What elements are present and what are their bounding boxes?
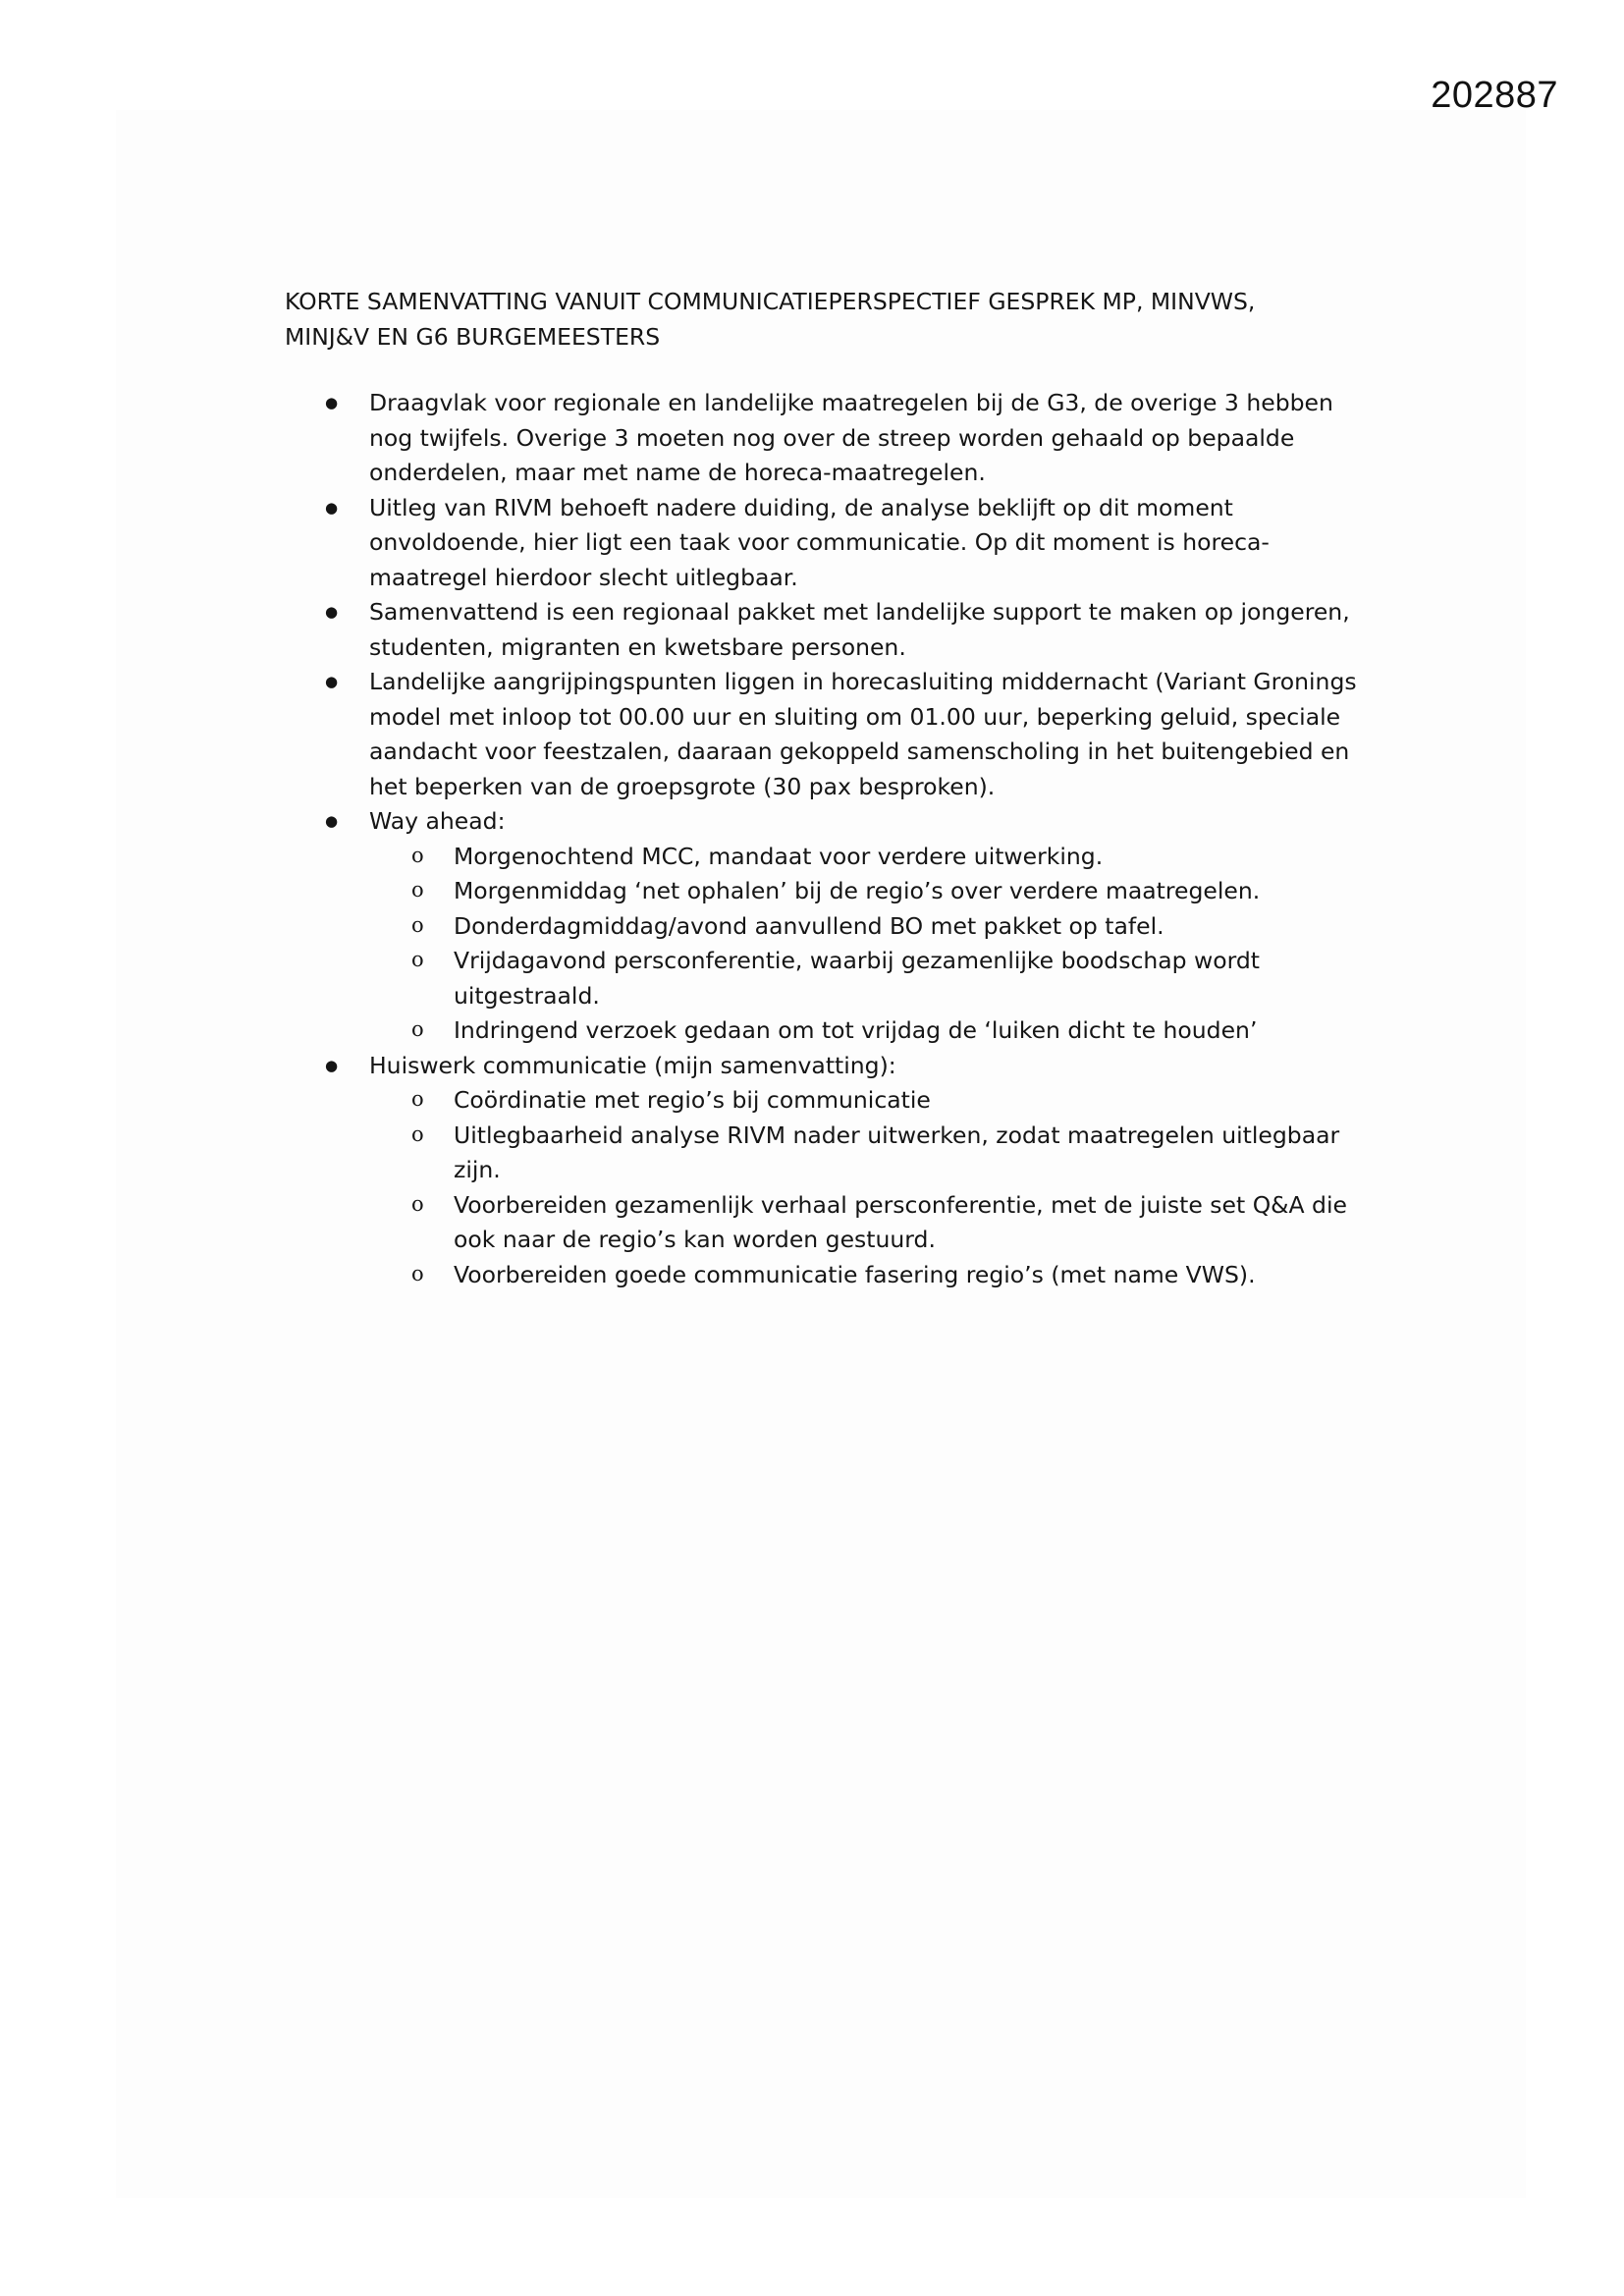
sub-list [369,1083,1375,1292]
bullet-item [285,491,1375,596]
bullet-text-line: Huiswerk communicatie (mijn samenvatting): [369,1051,896,1079]
bullet-item [285,386,1375,491]
sub-text-line: Coördinatie met regio’s bij communicatie [454,1086,931,1114]
sub-text-line: uitgestraald. [454,981,600,1010]
title-line: KORTE SAMENVATTING VANUIT COMMUNICATIEPERSPECTIEF GESPREK MP, MINVWS, [285,288,1256,315]
sub-item [369,1188,1375,1258]
sub-list [369,840,1375,1049]
sub-item [369,1013,1375,1049]
document-body [285,285,1375,1292]
bullet-item [285,595,1375,665]
bullet-text-line: model met inloop tot 00.00 uur en sluiting om 01.00 uur, beperking geluid, speciale [369,702,1341,731]
sub-text-line: Voorbereiden goede communicatie fasering regio’s (met name VWS). [454,1260,1256,1288]
bullet-text-line: studenten, migranten en kwetsbare personen. [369,632,906,661]
bullet-item [285,804,1375,1049]
sub-text-line: Donderdagmiddag/avond aanvullend BO met pakket op tafel. [454,911,1164,940]
document-title [285,285,1375,355]
bullet-text-line: aandacht voor feestzalen, daaraan gekoppeld samenscholing in het buitengebied en [369,738,1350,765]
bullet-text-line: maatregel hierdoor slecht uitlegbaar. [369,563,798,591]
sub-text-line: Morgenochtend MCC, mandaat voor verdere uitwerking. [454,842,1104,870]
title-line: MINJ&V EN G6 BURGEMEESTERS [285,322,661,351]
sub-item [369,1258,1375,1293]
bullet-text-line: het beperken van de groepsgrote (30 pax besproken). [369,772,996,800]
bullet-text-line: onderdelen, maar met name de horeca-maatregelen. [369,459,986,486]
sub-item [369,1083,1375,1119]
sub-text-line: ook naar de regio’s kan worden gestuurd. [454,1226,936,1253]
bullet-item [285,1049,1375,1293]
sub-text-line: Uitlegbaarheid analyse RIVM nader uitwerken, zodat maatregelen uitlegbaar [454,1121,1340,1149]
sub-text-line: Morgenmiddag ‘net ophalen’ bij de regio’s over verdere maatregelen. [454,877,1261,904]
sub-item [369,840,1375,875]
sub-item [369,1119,1375,1188]
sub-text-line: Indringend verzoek gedaan om tot vrijdag de ‘luiken dicht te houden’ [454,1016,1258,1044]
sub-text-line: zijn. [454,1156,501,1183]
sub-text-line: Voorbereiden gezamenlijk verhaal persconferentie, met de juiste set Q&A die [454,1190,1347,1219]
bullet-text-line: Way ahead: [369,807,506,835]
sub-item [369,944,1375,1013]
bullet-text-line: Landelijke aangrijpingspunten liggen in horecasluiting middernacht (Variant Gronings [369,668,1357,695]
document-number: 202887 [1431,75,1558,116]
bullet-list [285,386,1375,1292]
bullet-text-line: nog twijfels. Overige 3 moeten nog over de streep worden gehaald op bepaalde [369,423,1295,452]
bullet-text-line: onvoldoende, hier ligt een taak voor communicatie. Op dit moment is horeca- [369,528,1270,556]
sub-item [369,874,1375,909]
sub-text-line: Vrijdagavond persconferentie, waarbij gezamenlijke boodschap wordt [454,947,1261,974]
sub-item [369,909,1375,945]
bullet-item [285,665,1375,804]
bullet-text-line: Draagvlak voor regionale en landelijke maatregelen bij de G3, de overige 3 hebben [369,389,1333,416]
bullet-text-line: Uitleg van RIVM behoeft nadere duiding, de analyse beklijft op dit moment [369,493,1233,521]
bullet-text-line: Samenvattend is een regionaal pakket met landelijke support te maken op jongeren, [369,598,1350,626]
